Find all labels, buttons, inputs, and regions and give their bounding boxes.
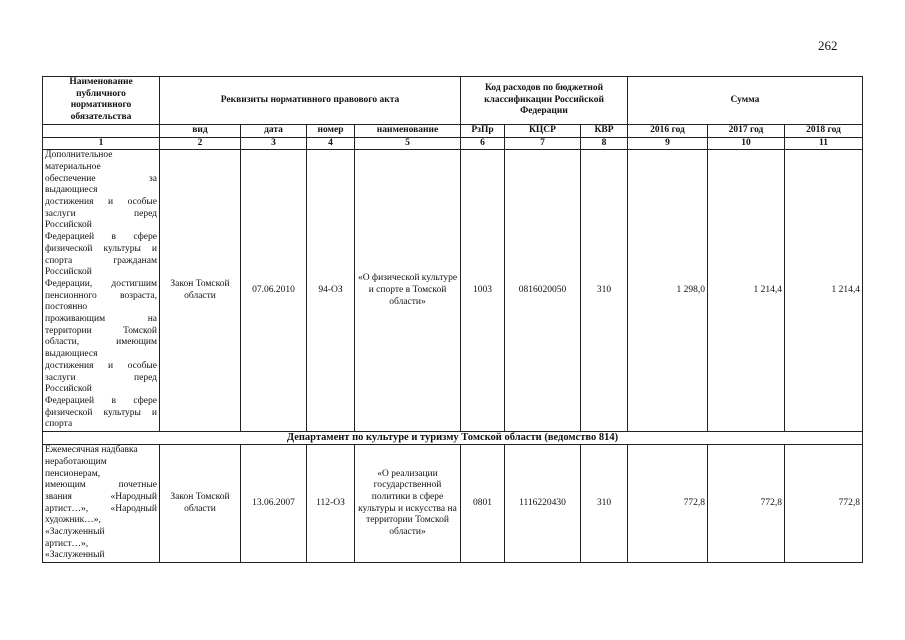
- kvr-cell: 310: [581, 150, 628, 432]
- obligation-name-line: неработающим: [45, 456, 107, 467]
- obligation-name-line: области, имеющим: [45, 337, 157, 348]
- kcsr-cell: 0816020050: [505, 150, 581, 432]
- obligation-name-line: заслуги перед: [45, 208, 157, 219]
- obligation-name-line: артист…», «Народный: [45, 503, 157, 514]
- column-number: 4: [307, 137, 355, 150]
- subheader-date: дата: [241, 124, 307, 137]
- table-row: [43, 150, 863, 432]
- column-number: 5: [355, 137, 461, 150]
- sum-2018-cell: 772,8: [785, 445, 863, 563]
- column-number: 10: [708, 137, 785, 150]
- column-number: 1: [43, 137, 160, 150]
- obligation-name-line: постоянно: [45, 302, 88, 313]
- column-numbers-row: [43, 137, 863, 150]
- obligation-name-line: Российской: [45, 267, 92, 278]
- obligation-name-line: «Заслуженный: [45, 527, 105, 538]
- obligation-name-line: пенсионного возраста,: [45, 290, 157, 301]
- obligation-name-line: Ежемесячная надбавка: [45, 445, 138, 456]
- obligation-name-line: спорта гражданам: [45, 255, 157, 266]
- obligation-name-line: художник…»,: [45, 515, 101, 526]
- subheader-2018: 2018 год: [785, 124, 863, 137]
- obligation-name-line: достижения и особые: [45, 360, 157, 371]
- obligation-name-line: Дополнительное: [45, 150, 113, 161]
- obligation-name-line: спорта: [45, 419, 73, 430]
- obligation-name-line: Федерацией в сфере: [45, 232, 157, 243]
- column-number: 3: [241, 137, 307, 150]
- obligation-name-line: Федерации, достигшим: [45, 278, 157, 289]
- table-row: [43, 445, 863, 563]
- kcsr-cell: 1116220430: [505, 445, 581, 563]
- sum-2017-cell: 1 214,4: [708, 150, 785, 432]
- act-date-cell: 13.06.2007: [241, 445, 307, 563]
- act-type-cell: Закон Томской области: [160, 150, 241, 432]
- sum-2016-cell: 772,8: [628, 445, 708, 563]
- act-type-cell: Закон Томской области: [160, 445, 241, 563]
- obligation-name-line: имеющим почетные: [45, 480, 157, 491]
- act-title-cell: «О физической культуре и спорте в Томской области»: [355, 150, 461, 432]
- obligation-name-line: проживающим на: [45, 314, 157, 325]
- department-row: [43, 432, 863, 445]
- obligation-name-line: Российской: [45, 220, 92, 231]
- obligation-name-line: территории Томской: [45, 325, 157, 336]
- subheader-row: [43, 124, 863, 137]
- column-number: 11: [785, 137, 863, 150]
- column-number: 7: [505, 137, 581, 150]
- obligation-name-line: артист…»,: [45, 538, 89, 549]
- obligation-name-line: «Заслуженный: [45, 550, 105, 561]
- rzpr-cell: 1003: [461, 150, 505, 432]
- obligation-name-line: выдающиеся: [45, 349, 98, 360]
- subheader-2017: 2017 год: [708, 124, 785, 137]
- act-number-cell: 112-ОЗ: [307, 445, 355, 563]
- obligations-table: [42, 76, 863, 563]
- kvr-cell: 310: [581, 445, 628, 563]
- act-number-cell: 94-ОЗ: [307, 150, 355, 432]
- subheader-2016: 2016 год: [628, 124, 708, 137]
- column-number: 6: [461, 137, 505, 150]
- page-number: 262: [818, 38, 838, 53]
- obligation-name-line: обеспечение за: [45, 173, 157, 184]
- subheader-kcsr: КЦСР: [505, 124, 581, 137]
- obligation-name-line: заслуги перед: [45, 372, 157, 383]
- sum-2017-cell: 772,8: [708, 445, 785, 563]
- obligation-name-line: физической культуры и: [45, 243, 157, 254]
- subheader-blank: [43, 124, 160, 137]
- header-budget-code: Код расходов по бюджетной классификации Российской Федерации: [461, 77, 628, 125]
- subheader-rzpr: РзПр: [461, 124, 505, 137]
- rzpr-cell: 0801: [461, 445, 505, 563]
- obligation-name-cell: [43, 150, 160, 432]
- header-sum: Сумма: [628, 77, 863, 125]
- subheader-title: наименование: [355, 124, 461, 137]
- obligation-name-line: звания «Народный: [45, 491, 157, 502]
- sum-2018-cell: 1 214,4: [785, 150, 863, 432]
- obligation-name-line: выдающиеся: [45, 185, 98, 196]
- act-title-cell: «О реализации государственной политики в сфере культуры и искусства на территории Томской области»: [355, 445, 461, 563]
- column-number: 2: [160, 137, 241, 150]
- sum-2016-cell: 1 298,0: [628, 150, 708, 432]
- header-obligation-name: Наименование публичного нормативного обязательства: [43, 77, 160, 125]
- subheader-kvr: КВР: [581, 124, 628, 137]
- obligation-name-line: Федерацией в сфере: [45, 395, 157, 406]
- obligation-name-line: пенсионерам,: [45, 468, 101, 479]
- header-requisites: Реквизиты нормативного правового акта: [160, 77, 461, 125]
- column-number: 9: [628, 137, 708, 150]
- obligation-name-line: достижения и особые: [45, 197, 157, 208]
- subheader-number: номер: [307, 124, 355, 137]
- act-date-cell: 07.06.2010: [241, 150, 307, 432]
- department-title: Департамент по культуре и туризму Томской области (ведомство 814): [43, 432, 863, 445]
- column-number: 8: [581, 137, 628, 150]
- subheader-vid: вид: [160, 124, 241, 137]
- obligation-name-line: Российской: [45, 384, 92, 395]
- obligation-name-cell: [43, 445, 160, 563]
- obligation-name-line: материальное: [45, 161, 101, 172]
- obligation-name-line: физической культуры и: [45, 407, 157, 418]
